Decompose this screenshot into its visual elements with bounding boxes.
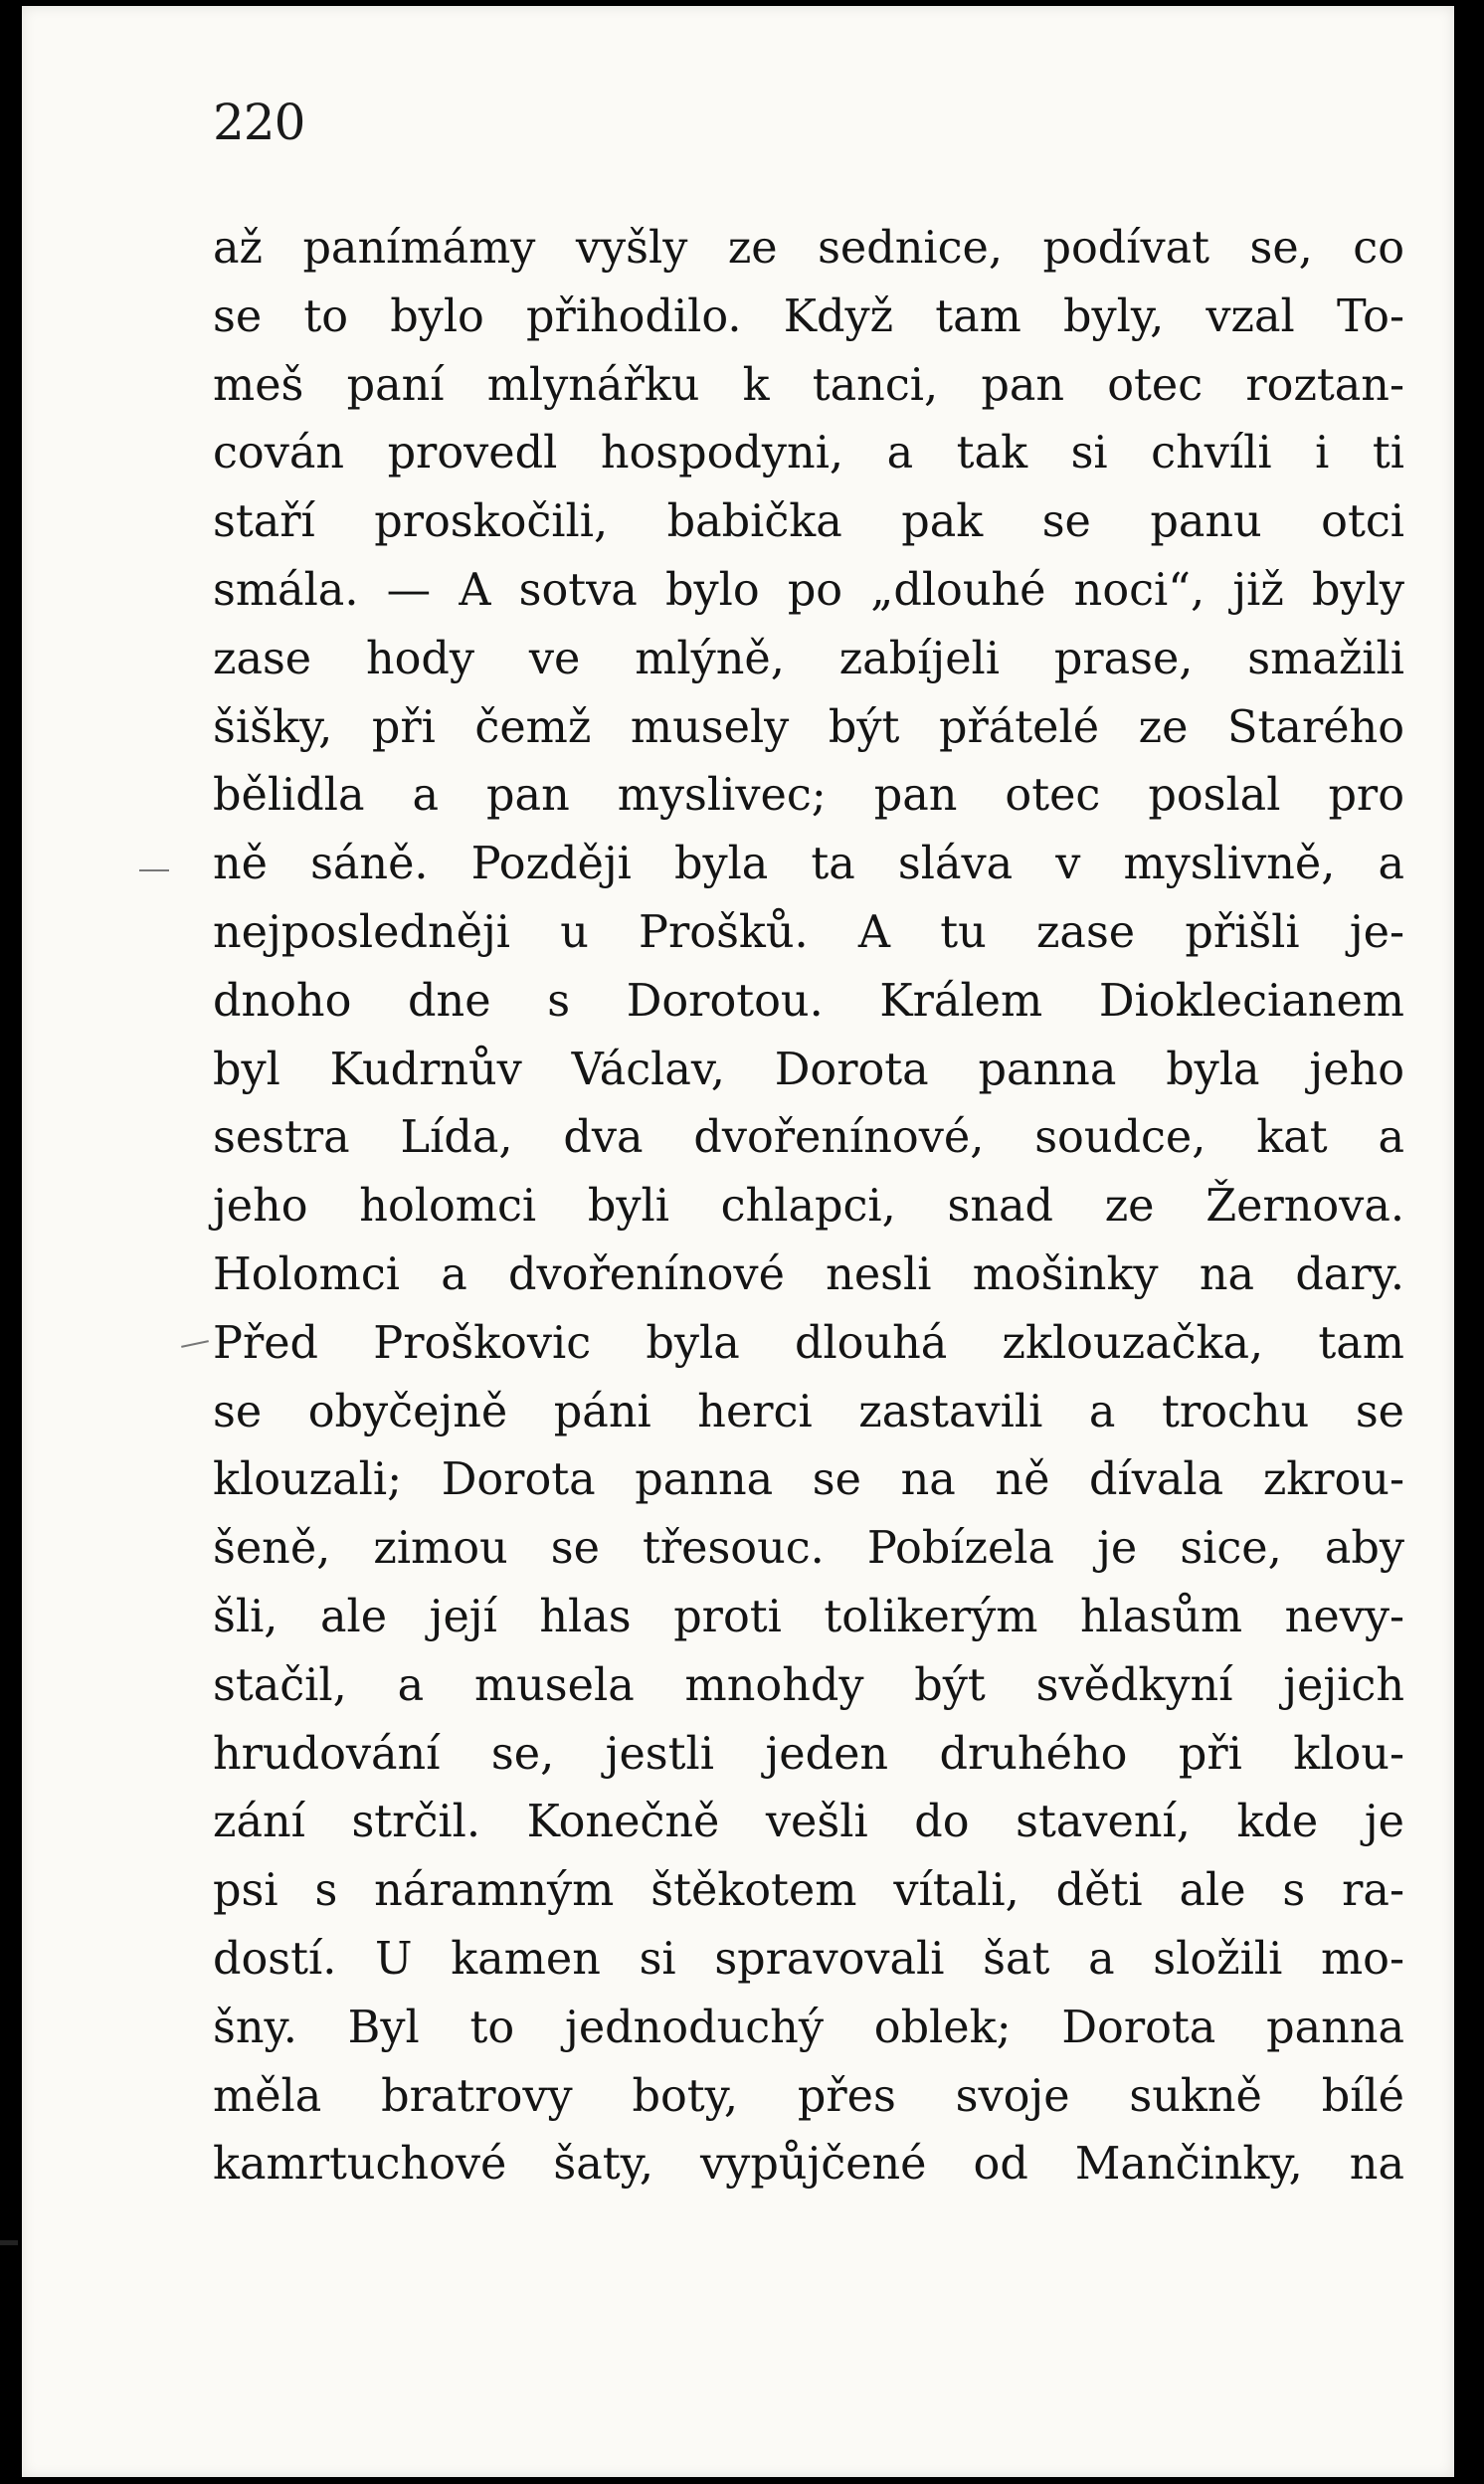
- text-line: staří proskočili, babička pak se panu otci: [213, 496, 1404, 548]
- text-line: smála. — A sotva bylo po „dlouhé noci“, již byly: [213, 564, 1404, 616]
- margin-dash-mark: [139, 869, 169, 871]
- text-line: měla bratrovy boty, přes svoje sukně bílé: [213, 2070, 1404, 2122]
- text-line: sestra Lída, dva dvořenínové, soudce, kat a: [213, 1112, 1404, 1164]
- text-line: zání strčil. Konečně vešli do stavení, kde je: [213, 1797, 1404, 1848]
- text-line: kamrtuchové šaty, vypůjčené od Mančinky, na: [213, 2139, 1404, 2191]
- body-text: [213, 215, 1404, 2199]
- text-line: jeho holomci byli chlapci, snad ze Žernova.: [213, 1181, 1404, 1233]
- text-line: zase hody ve mlýně, zabíjeli prase, smažili: [213, 633, 1404, 684]
- text-line: klouzali; Dorota panna se na ně dívala zkrou-: [213, 1454, 1404, 1506]
- page-edge-mark: [0, 2240, 18, 2245]
- text-line: Před Proškovic byla dlouhá zklouzačka, tam: [213, 1317, 1404, 1369]
- text-line: šeně, zimou se třesouc. Pobízela je sice, aby: [213, 1523, 1404, 1575]
- text-line: Holomci a dvořenínové nesli mošinky na dary.: [213, 1248, 1404, 1300]
- text-line: šišky, při čemž musely být přátelé ze Starého: [213, 701, 1404, 753]
- text-line: stačil, a musela mnohdy být svědkyní jejich: [213, 1659, 1404, 1711]
- text-line: bělidla a pan myslivec; pan otec poslal pro: [213, 770, 1404, 822]
- margin-dash-mark: [181, 1340, 209, 1348]
- text-line: se obyčejně páni herci zastavili a trochu se: [213, 1386, 1404, 1437]
- text-line: šny. Byl to jednoduchý oblek; Dorota panna: [213, 2002, 1404, 2053]
- text-line: hrudování se, jestli jeden druhého při klou-: [213, 1728, 1404, 1780]
- text-line: cován provedl hospodyni, a tak si chvíli i ti: [213, 428, 1404, 479]
- text-line: nejposledněji u Prošků. A tu zase přišli je-: [213, 906, 1404, 958]
- text-line: meš paní mlynářku k tanci, pan otec roztan-: [213, 359, 1404, 411]
- book-page: [22, 6, 1454, 2477]
- text-line: se to bylo přihodilo. Když tam byly, vzal To-: [213, 290, 1404, 342]
- text-line: psi s náramným štěkotem vítali, děti ale s ra-: [213, 1865, 1404, 1917]
- text-line: ně sáně. Později byla ta sláva v myslivně, a: [213, 839, 1404, 890]
- text-line: dnoho dne s Dorotou. Králem Dioklecianem: [213, 975, 1404, 1027]
- text-line: byl Kudrnův Václav, Dorota panna byla jeho: [213, 1044, 1404, 1095]
- text-line: až panímámy vyšly ze sednice, podívat se, co: [213, 223, 1404, 274]
- text-line: šli, ale její hlas proti tolikerým hlasům nevy-: [213, 1591, 1404, 1642]
- text-line: dostí. U kamen si spravovali šat a složili mo-: [213, 1933, 1404, 1985]
- page-number: 220: [213, 94, 305, 151]
